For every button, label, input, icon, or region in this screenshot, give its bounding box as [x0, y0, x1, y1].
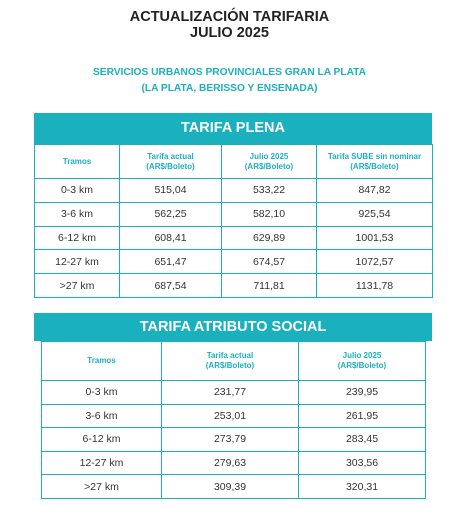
cell-julio-2025: 711,81 [222, 274, 317, 298]
table-row [35, 202, 433, 226]
cell-sube-sin-nominar: 1072,57 [317, 250, 433, 274]
cell-julio-2025: 283,45 [299, 428, 426, 452]
cell-tramo: 12-27 km [42, 451, 162, 475]
cell-julio-2025: 320,31 [299, 475, 426, 499]
cell-tarifa-actual: 687,54 [120, 274, 222, 298]
cell-tramo: >27 km [42, 475, 162, 499]
table-header-row [42, 342, 426, 381]
cell-tarifa-actual: 273,79 [162, 428, 299, 452]
cell-tarifa-actual: 651,47 [120, 250, 222, 274]
column-header-julio-2025: Julio 2025 (AR$/Boleto) [299, 342, 426, 381]
tarifa-plena-table [34, 144, 433, 298]
tarifa-plena-card [34, 113, 432, 299]
cell-julio-2025: 674,57 [222, 250, 317, 274]
table-row [35, 226, 433, 250]
cell-sube-sin-nominar: 1131,78 [317, 274, 433, 298]
cell-julio-2025: 239,95 [299, 381, 426, 405]
cell-tarifa-actual: 608,41 [120, 226, 222, 250]
table-row [42, 475, 426, 499]
cell-julio-2025: 533,22 [222, 179, 317, 203]
column-header-tarifa-actual: Tarifa actual (AR$/Boleto) [162, 342, 299, 381]
table-row [42, 428, 426, 452]
page-title-date: JULIO 2025 [190, 25, 269, 41]
table-row [35, 250, 433, 274]
cell-tarifa-actual: 253,01 [162, 404, 299, 428]
cell-tarifa-actual: 309,39 [162, 475, 299, 499]
cell-tarifa-actual: 231,77 [162, 381, 299, 405]
tarifa-social-title: TARIFA ATRIBUTO SOCIAL [34, 313, 432, 341]
column-header-tarifa-actual: Tarifa actual (AR$/Boleto) [120, 145, 222, 179]
cell-tramo: 6-12 km [35, 226, 120, 250]
cell-tramo: 12-27 km [35, 250, 120, 274]
cell-sube-sin-nominar: 847,82 [317, 179, 433, 203]
page-subtitle-localities: (LA PLATA, BERISSO Y ENSENADA) [141, 83, 318, 94]
cell-julio-2025: 582,10 [222, 202, 317, 226]
cell-julio-2025: 261,95 [299, 404, 426, 428]
tarifa-plena-title: TARIFA PLENA [34, 113, 432, 144]
cell-julio-2025: 629,89 [222, 226, 317, 250]
column-header-tramos: Tramos [35, 145, 120, 179]
cell-tramo: 0-3 km [42, 381, 162, 405]
cell-tramo: 3-6 km [35, 202, 120, 226]
cell-tarifa-actual: 279,63 [162, 451, 299, 475]
cell-julio-2025: 303,56 [299, 451, 426, 475]
table-row [42, 381, 426, 405]
cell-sube-sin-nominar: 1001,53 [317, 226, 433, 250]
cell-sube-sin-nominar: 925,54 [317, 202, 433, 226]
table-row [42, 451, 426, 475]
tarifa-social-card [34, 313, 432, 500]
column-header-julio-2025: Julio 2025 (AR$/Boleto) [222, 145, 317, 179]
table-row [35, 274, 433, 298]
cell-tramo: 0-3 km [35, 179, 120, 203]
column-header-tramos: Tramos [42, 342, 162, 381]
column-header-sube-sin-nominar: Tarifa SUBE sin nominar (AR$/Boleto) [317, 145, 433, 179]
table-row [35, 179, 433, 203]
cell-tramo: 6-12 km [42, 428, 162, 452]
table-header-row [35, 145, 433, 179]
cell-tramo: 3-6 km [42, 404, 162, 428]
page-subtitle: SERVICIOS URBANOS PROVINCIALES GRAN LA PLATA [92, 67, 366, 78]
cell-tramo: >27 km [35, 274, 120, 298]
cell-tarifa-actual: 562,25 [120, 202, 222, 226]
page-title: ACTUALIZACIÓN TARIFARIA [129, 9, 330, 25]
cell-tarifa-actual: 515,04 [120, 179, 222, 203]
tarifa-social-table [41, 341, 426, 499]
table-row [42, 404, 426, 428]
